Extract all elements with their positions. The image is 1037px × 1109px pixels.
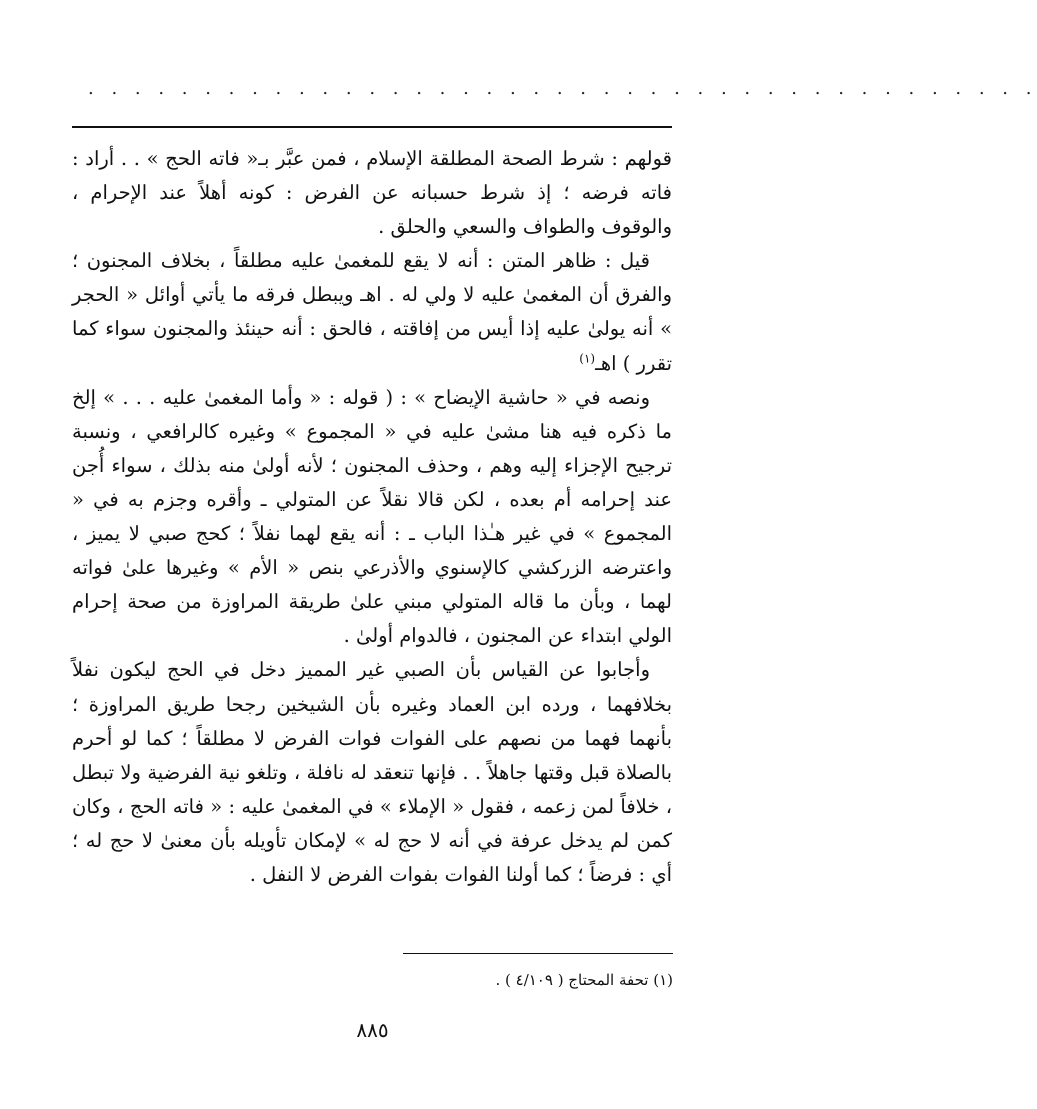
paragraph-4 <box>72 653 672 892</box>
paragraph-text: قولهم : شرط الصحة المطلقة الإسلام ، فمن عبَّر بـ« فاته الحج » . . أراد : فاته فرضه ؛ إذ شرط حسبانه عن الفرض : كونه أهلاً عند الإحرام ، والوقوف والطواف والسعي والحلق . <box>72 147 672 239</box>
footnote-number: (١) <box>653 971 673 989</box>
footnote-text: تحفة المحتاج ( ٤/١٠٩ ) . <box>495 971 649 989</box>
paragraph-text: قيل : ظاهر المتن : أنه لا يقع للمغمىٰ عليه مطلقاً ، بخلاف المجنون ؛ والفرق أن المغمىٰ عليه لا ولي له . اهـ ويبطل فرقه ما يأتي أوائل « الحجر » أنه يولىٰ عليه إذا أيس من إفاقته ، فالحق : أنه حينئذ والمجنون سواء كما تقرر ) اهـ <box>72 249 672 375</box>
paragraph-text: وأجابوا عن القياس بأن الصبي غير المميز دخل في الحج ليكون نفلاً بخلافهما ، ورده ابن العماد وغيره بأن الشيخين رجحا طريق المراوزة ؛ بأنهما فهما من نصهم على الفوات فوات الفرض لا مطلقاً ؛ كما لو أحرم بالصلاة قبل وقتها جاهلاً . . فإنها تنعقد له نافلة ، وتلغو نية الفرضية ولا تبطل ، خلافاً لمن زعمه ، فقول « الإملاء » في المغمىٰ عليه : « فاته الحج ، وكان كمن لم يدخل عرفة في أنه لا حج له » لإمكان تأويله بأن معنىٰ لا حج له ؛ أي : فرضاً ؛ كما أولنا الفوات بفوات الفرض لا النفل . <box>72 658 672 886</box>
paragraph-1 <box>72 142 672 244</box>
footnote-rule <box>403 953 673 954</box>
page-number: ٨٨٥ <box>356 1018 389 1042</box>
footnote-reference: (١) <box>579 351 596 366</box>
paragraph-2 <box>72 244 672 380</box>
footnote <box>73 968 673 992</box>
header-rule <box>72 126 672 128</box>
header-dotted-line: . . . . . . . . . . . . . . . . . . . . . . . . . . . . . . . . . . . . . . . . . <box>88 78 1037 99</box>
main-text <box>72 142 672 892</box>
paragraph-3 <box>72 381 672 654</box>
paragraph-text: ونصه في « حاشية الإيضاح » : ( قوله : « وأما المغمىٰ عليه . . . » إلخ ما ذكره فيه هنا مشىٰ عليه في « المجموع » وغيره كالرافعي ، ونسبة ترجيح الإجزاء إليه وهم ، وحذف المجنون ؛ لأنه أولىٰ منه بذلك ، سواء أُجن عند إحرامه أم بعده ، لكن قالا نقلاً عن المتولي ـ وأقره وجزم به في « المجموع » في غير هـٰذا الباب ـ : أنه يقع لهما نفلاً ؛ كحج صبي لا يميز ، واعترضه الزركشي كالإسنوي والأذرعي بنص « الأم » وغيرها علىٰ فواته لهما ، وبأن ما قاله المتولي مبني علىٰ طريقة المراوزة من صحة إحرام الولي ابتداء عن المجنون ، فالدوام أولىٰ . <box>72 385 672 648</box>
